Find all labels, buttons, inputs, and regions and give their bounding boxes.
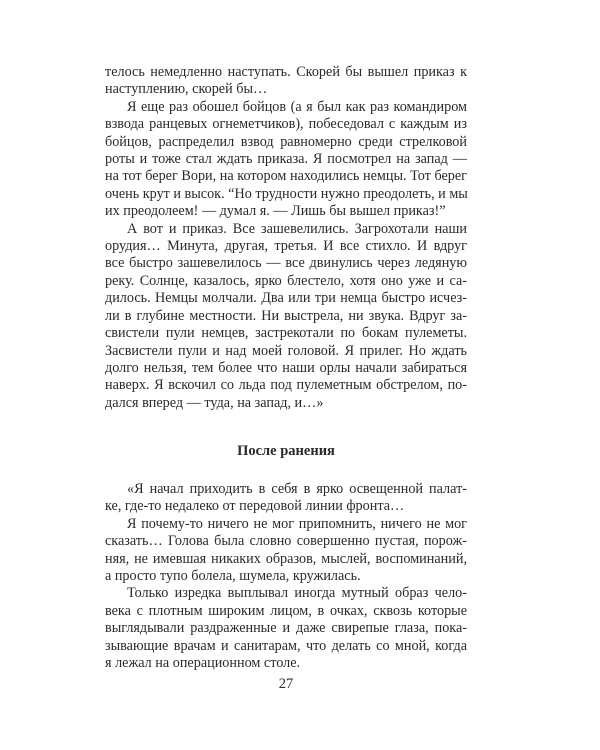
text-line: сказать… Голова была словно совершенно пустая, порож-: [105, 533, 467, 550]
text-line: Я еще раз обошел бойцов (а я был как раз командиром: [127, 98, 467, 115]
text-block-bottom: [105, 481, 467, 672]
text-line: телось немедленно наступать. Скорей бы вышел приказ к: [105, 64, 467, 80]
text-line: Засвистели пули и над моей головой. Я прилег. Но ждать: [105, 342, 467, 359]
paragraph: [105, 221, 467, 412]
text-line: их преодолеем! — думал я. — Лишь бы вышел приказ!”: [105, 203, 446, 220]
text-line: ли в глубине местности. Ни выстрела, ни звука. Вдруг за-: [105, 307, 467, 324]
text-line: взвода ранцевых огнеметчиков), побеседовал с каждым из: [105, 116, 467, 133]
text-line: наверх. Я вскочил со льда под пулеметным обстрелом, по-: [105, 377, 467, 394]
text-line: А вот и приказ. Все зашевелились. Загрохотали наши: [127, 220, 467, 237]
text-line: свистели пули немцев, застрекотали по бокам пулеметы.: [105, 325, 467, 342]
text-line: наступлению, скорей бы…: [105, 81, 268, 98]
text-line: орудия… Минута, другая, третья. И все стихло. И вдруг: [105, 238, 467, 255]
text-line: Только изредка выплывал иногда мутный образ чело-: [127, 585, 467, 602]
text-line: очень крут и высок. “Но трудности нужно преодолеть, и мы: [105, 185, 468, 202]
text-line: ке, где-то недалеко от передовой линии фронта…: [105, 498, 405, 515]
text-line: няя, не имевшая никаких образов, мыслей, воспоминаний,: [105, 550, 467, 567]
text-block-top: [105, 64, 467, 412]
text-line: долго нельзя, тем более что наши орлы начали забираться: [105, 359, 467, 376]
text-line: на тот берег Вори, на котором находились немцы. Тот берег: [105, 168, 467, 185]
section-heading: После ранения: [237, 443, 335, 459]
text-line: роты и тоже стал ждать приказа. Я посмотрел на запад —: [105, 151, 467, 168]
paragraph: [105, 481, 467, 516]
text-line: выглядывали раздраженные и даже свирепые глаза, пока-: [105, 620, 467, 637]
text-line: бойцов, распределил взвод равномерно среди стрелковой: [105, 133, 467, 150]
text-line: а просто тупо болела, шумела, кружилась.: [105, 568, 361, 585]
text-line: реку. Солнце, казалось, ярко блестело, хотя оно уже и са-: [105, 272, 467, 289]
text-line: дался вперед — туда, на запад, и…»: [105, 394, 324, 411]
paragraph: [105, 516, 467, 586]
paragraph: [105, 64, 467, 99]
text-line: века с плотным широким лицом, в очках, сквозь которые: [105, 602, 467, 619]
text-line: зывающие врачам и санитарам, что делать со мной, когда: [105, 637, 467, 654]
text-line: я лежал на операционном столе.: [105, 655, 301, 672]
paragraph: [105, 99, 467, 221]
text-line: «Я начал приходить в себя в ярко освещенной палат-: [127, 481, 467, 497]
text-line: дилось. Немцы молчали. Два или три немца быстро исчез-: [105, 290, 467, 307]
text-line: Я почему-то ничего не мог припомнить, ничего не мог: [127, 515, 467, 532]
paragraph: [105, 585, 467, 672]
text-line: все быстро зашевелилось — все двинулись через ледяную: [105, 255, 467, 272]
page-number: 27: [278, 676, 294, 692]
